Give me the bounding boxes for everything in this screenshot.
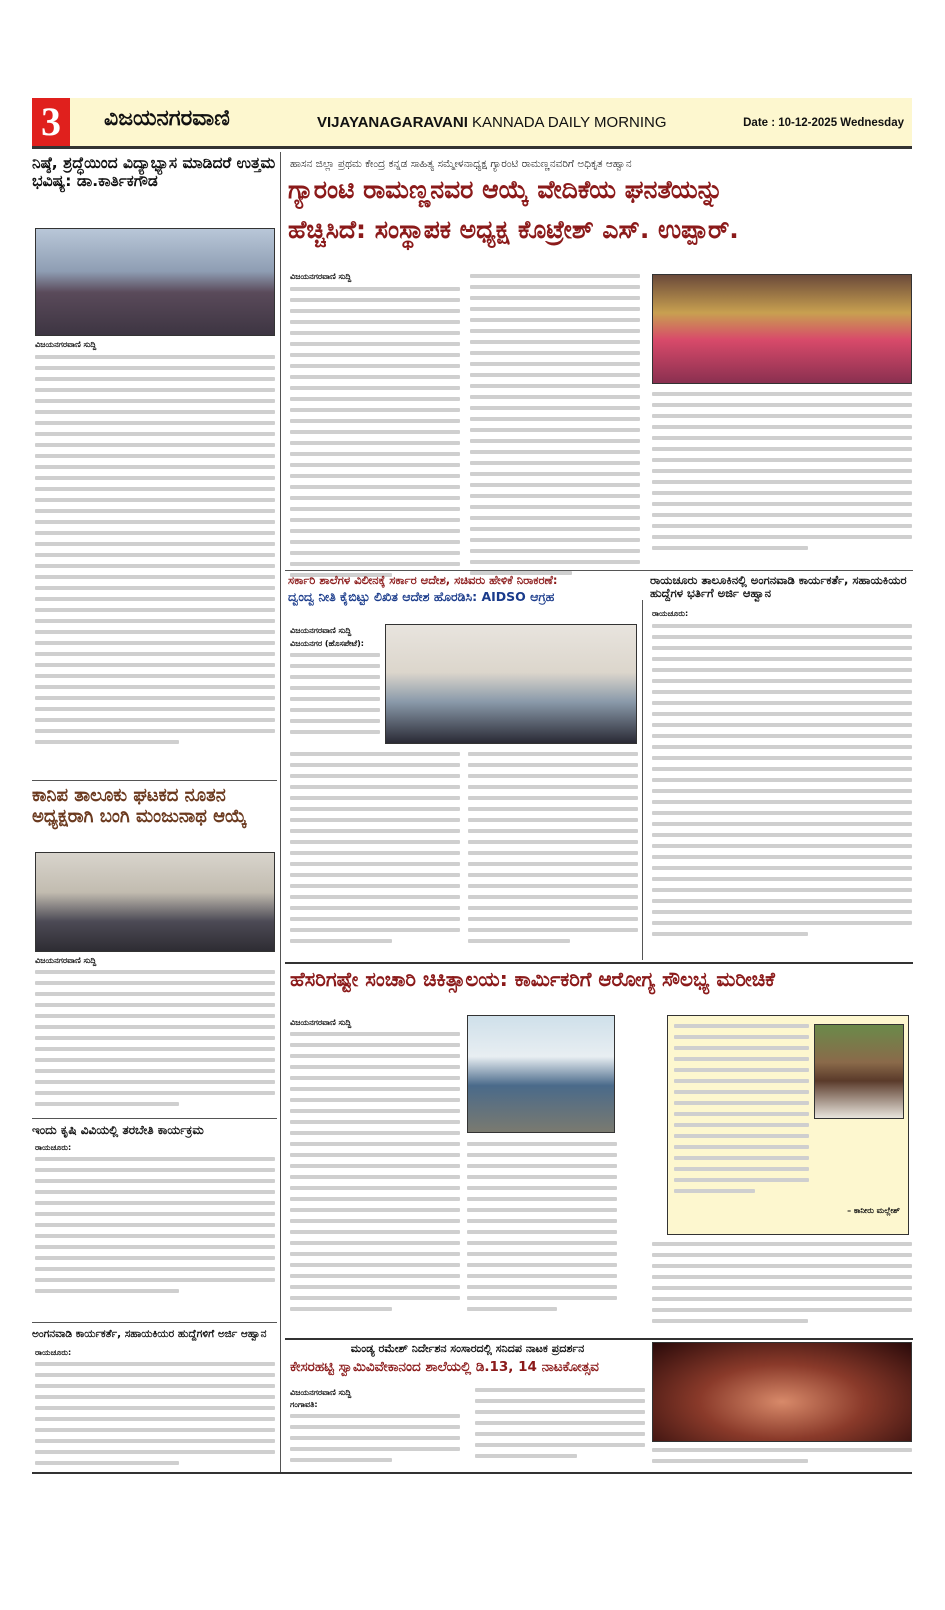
body-karthik xyxy=(35,355,275,751)
body-drama-col1 xyxy=(290,1414,460,1469)
body-krishi xyxy=(35,1157,275,1300)
dateline-raichur: ರಾಯಚೂರು: xyxy=(652,609,689,618)
dateline-anganwadi: ರಾಯಚೂರು: xyxy=(35,1348,72,1357)
divider xyxy=(32,1118,277,1119)
kicker-drama: ಮಂಡ್ಯ ರಮೇಶ್ ನಿರ್ದೇಶನ ಸಂಸಾರದಲ್ಲಿ ಸನಿದಪ ನಾಟಕ ಪ್ರದರ್ಶನ xyxy=(350,1342,585,1355)
divider xyxy=(285,1338,913,1340)
masthead xyxy=(32,98,912,146)
byline-clinic: ವಿಜಯನಗರವಾಣಿ ಸುದ್ದಿ xyxy=(290,1018,352,1027)
headline-raichur: ರಾಯಚೂರು ತಾಲೂಕಿನಲ್ಲಿ ಅಂಗನವಾಡಿ ಕಾರ್ಯಕರ್ತೆ, ಸಹಾಯಕಿಯರ ಹುದ್ದೆಗಳ ಭರ್ತಿಗೆ ಅರ್ಜಿ ಆಹ್ವಾನ xyxy=(650,573,907,601)
headline-karthik: ನಿಷ್ಠೆ, ಶ್ರದ್ಧೆಯಿಂದ ವಿದ್ಯಾಭ್ಯಾಸ ಮಾಡಿದರೆ ಉತ್ತಮ ಭವಿಷ್ಯ: ಡಾ.ಕಾರ್ತಿಕಗೌಡ xyxy=(32,154,276,190)
headline-drama: ಕೇಸರಹಟ್ಟಿ ಸ್ವಾಮಿವಿವೇಕಾನಂದ ಶಾಲೆಯಲ್ಲಿ ಡಿ.13, 14 ನಾಟಕೋತ್ಸವ xyxy=(290,1359,599,1375)
byline-karthik: ವಿಜಯನಗರವಾಣಿ ಸುದ್ದಿ xyxy=(35,340,97,349)
photo-ramanna-invitation xyxy=(652,274,912,384)
quote-body xyxy=(674,1024,809,1200)
page-number: 3 xyxy=(32,98,70,146)
headline-krishi: ಇಂದು ಕೃಷಿ ವಿವಿಯಲ್ಲಿ ತರಬೇತಿ ಕಾರ್ಯಕ್ರಮ xyxy=(32,1123,204,1137)
dateline-aidso: ವಿಜಯನಗರ (ಹೊಸಪೇಟೆ): xyxy=(290,639,364,648)
body-clinic-col1 xyxy=(290,1032,460,1318)
byline-drama: ವಿಜಯನಗರವಾಣಿ ಸುದ್ದಿ xyxy=(290,1388,352,1397)
body-aidso-col3 xyxy=(468,752,638,950)
page-bottom-rule xyxy=(32,1472,912,1474)
kicker-ramanna: ಹಾಸನ ಜಿಲ್ಲಾ ಪ್ರಥಮ ಕೇಂದ್ರ ಕನ್ನಡ ಸಾಹಿತ್ಯ ಸಮ್ಮೇಳನಾಧ್ಯಕ್ಷ ಗ್ಯಾರಂಟಿ ರಾಮಣ್ಣನವರಿಗೆ ಅಧಿಕೃತ ಆಹ್ವಾನ xyxy=(290,158,632,170)
masthead-rule xyxy=(32,146,912,149)
body-anganwadi xyxy=(35,1362,275,1472)
byline-kanipa: ವಿಜಯನಗರವಾಣಿ ಸುದ್ದಿ xyxy=(35,956,97,965)
headline-ramanna-line1: ಗ್ಯಾರಂಟಿ ರಾಮಣ್ಣನವರ ಆಯ್ಕೆ ವೇದಿಕೆಯ ಘನತೆಯನ್ನು xyxy=(288,175,723,204)
body-raichur xyxy=(652,624,912,943)
quote-box xyxy=(667,1015,909,1235)
newspaper-logo-kannada: ವಿಜಯನಗರವಾಣಿ xyxy=(104,106,230,131)
headline-aidso-line2: ದ್ವಂದ್ವ ನೀತಿ ಕೈಬಿಟ್ಟು ಲಿಖಿತ ಆದೇಶ ಹೊರಡಿಸಿ: AIDSO ಆಗ್ರಹ xyxy=(288,589,555,604)
body-kanipa xyxy=(35,970,275,1113)
body-drama-col3 xyxy=(652,1448,912,1470)
byline-aidso: ವಿಜಯನಗರವಾಣಿ ಸುದ್ದಿ xyxy=(290,626,352,635)
headline-anganwadi: ಅಂಗನವಾಡಿ ಕಾರ್ಯಕರ್ತೆ, ಸಹಾಯಕಿಯರ ಹುದ್ದೆಗಳಿಗೆ ಅರ್ಜಿ ಆಹ್ವಾನ xyxy=(32,1328,267,1340)
photo-aidso-meeting xyxy=(385,624,637,744)
body-ramanna-col1 xyxy=(290,287,460,584)
divider xyxy=(32,780,277,781)
body-aidso-col2 xyxy=(290,752,460,950)
body-aidso-col1 xyxy=(290,653,380,741)
photo-mobile-clinic-bus xyxy=(467,1015,615,1133)
body-ramanna-col3 xyxy=(652,392,912,557)
dateline-krishi: ರಾಯಚೂರು: xyxy=(35,1143,72,1152)
headline-kanipa: ಕಾನಿಪ ತಾಲೂಕು ಘಟಕದ ನೂತನ ಅಧ್ಯಕ್ಷರಾಗಿ ಬಂಗಿ ಮಂಜುನಾಥ ಆಯ್ಕೆ xyxy=(32,785,247,827)
headline-clinic: ಹೆಸರಿಗಷ್ಟೇ ಸಂಚಾರಿ ಚಿಕಿತ್ಸಾಲಯ: ಕಾರ್ಮಿಕರಿಗೆ ಆರೋಗ್ಯ ಸೌಲಭ್ಯ ಮರೀಚಿಕೆ xyxy=(290,967,775,991)
column-divider-left xyxy=(280,152,281,1472)
title-english-rest: KANNADA DAILY MORNING xyxy=(467,114,667,131)
body-ramanna-col2 xyxy=(470,274,640,582)
body-drama-col2 xyxy=(475,1388,645,1465)
body-clinic-col2 xyxy=(467,1142,617,1318)
photo-quote-person xyxy=(814,1024,904,1119)
photo-drama-stage xyxy=(652,1342,912,1442)
photo-kanipa-event xyxy=(35,852,275,952)
issue-date: Date : 10-12-2025 Wednesday xyxy=(743,117,904,129)
dateline-drama: ಗಂಗಾವತಿ: xyxy=(290,1400,318,1409)
body-clinic-col3 xyxy=(652,1242,912,1330)
headline-aidso-line1: ಸರ್ಕಾರಿ ಶಾಲೆಗಳ ವಿಲೀನಕ್ಕೆ ಸರ್ಕಾರ ಆದೇಶ, ಸಚಿವರು ಹೇಳಿಕೆ ನಿರಾಕರಣೆ: xyxy=(288,573,558,587)
newspaper-title-english xyxy=(317,114,667,131)
divider xyxy=(32,1322,277,1323)
divider xyxy=(285,570,913,571)
headline-ramanna-line2: ಹೆಚ್ಚಿಸಿದೆ: ಸಂಸ್ಥಾಪಕ ಅಧ್ಯಕ್ಷ ಕೊಟ್ರೇಶ್ ಎಸ್. ಉಪ್ಪಾರ್. xyxy=(288,215,739,244)
column-divider-right xyxy=(642,600,643,960)
quote-author: – ಕಾನೀರು ಮಲ್ಲೇಶ್ xyxy=(847,1206,900,1215)
title-english-bold: VIJAYANAGARAVANI xyxy=(317,114,468,131)
divider xyxy=(285,962,913,964)
byline-ramanna: ವಿಜಯನಗರವಾಣಿ ಸುದ್ದಿ xyxy=(290,272,352,281)
photo-karthik-event xyxy=(35,228,275,336)
